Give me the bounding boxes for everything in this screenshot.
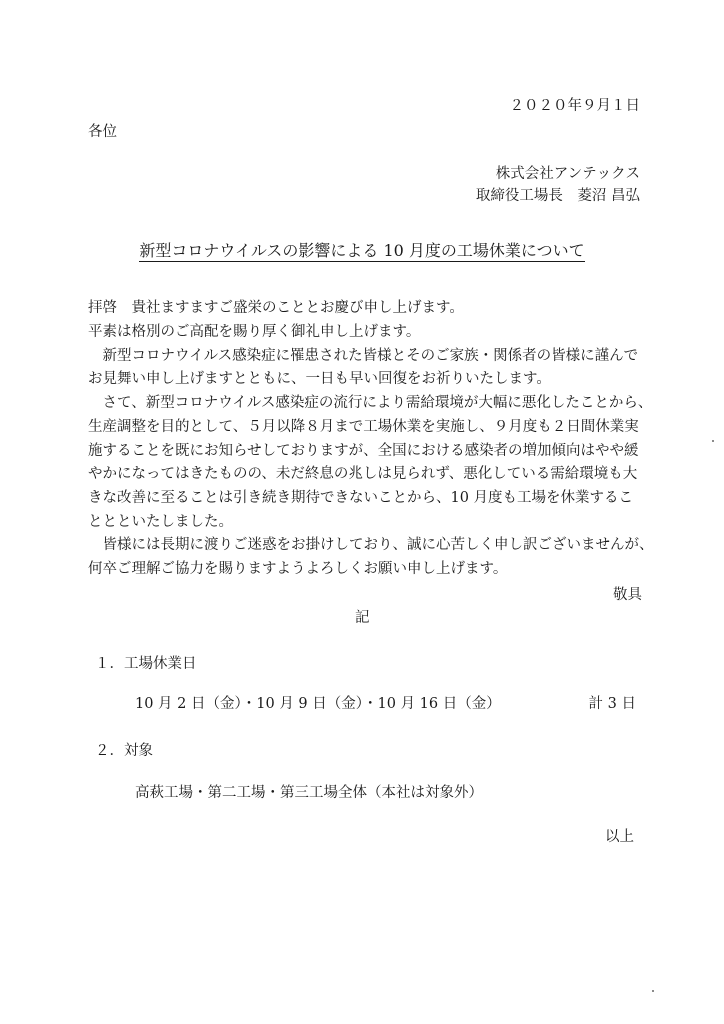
body-line: 新型コロナウイルス感染症に罹患された皆様とそのご家族・関係者の皆様に謹んで bbox=[88, 348, 639, 364]
item1-dates: 10 月 2 日（金）・10 月 9 日（金）・10 月 16 日（金） bbox=[135, 696, 501, 712]
body-line: きな改善に至ることは引き続き期待できないことから、10 月度も工場を休業するこ bbox=[88, 490, 634, 506]
body-line: やかになってはきたものの、未だ終息の兆しは見られず、悪化している需給環境も大 bbox=[88, 466, 638, 482]
item1-heading: １．工場休業日 bbox=[95, 656, 197, 672]
document-title bbox=[0, 240, 724, 262]
body-line: 拝啓 貴社ますますご盛栄のこととお慶び申し上げます。 bbox=[88, 300, 464, 316]
body-line: お見舞い申し上げますとともに、一日も早い回復をお祈りいたします。 bbox=[88, 371, 551, 387]
item1-total: 計 3 日 bbox=[588, 696, 636, 712]
body-line: 生産調整を目的として、５月以降８月まで工場休業を実施し、９月度も２日間休業実 bbox=[88, 419, 639, 435]
scan-speck bbox=[712, 440, 714, 442]
body-line: 何卒ご理解ご協力を賜りますようよろしくお願い申し上げます。 bbox=[88, 561, 508, 577]
body-line: ととといたしました。 bbox=[88, 514, 233, 530]
sender-name: 取締役工場長 菱沼 昌弘 bbox=[475, 188, 640, 204]
closing-keigu: 敬具 bbox=[613, 587, 642, 603]
document-title-text: 新型コロナウイルスの影響による 10 月度の工場休業について bbox=[139, 241, 585, 260]
body-line: 施することを既にお知らせしておりますが、全国における感染者の増加傾向はやや緩 bbox=[88, 443, 639, 459]
body-line: 平素は格別のご高配を賜り厚く御礼申し上げます。 bbox=[88, 324, 421, 340]
end-ijou: 以上 bbox=[605, 829, 634, 845]
item2-target: 高萩工場・第二工場・第三工場全体（本社は対象外） bbox=[135, 785, 483, 801]
company-name: 株式会社アンテックス bbox=[495, 166, 640, 182]
document-date: ２０２０年９月１日 bbox=[509, 98, 640, 114]
scan-speck bbox=[652, 990, 654, 992]
item2-heading: ２．対象 bbox=[95, 743, 153, 759]
body-line: 皆様には長期に渡りご迷惑をお掛けしており、誠に心苦しく申し訳ございませんが、 bbox=[88, 537, 654, 553]
addressee: 各位 bbox=[88, 124, 117, 140]
body-line: さて、新型コロナウイルス感染症の流行により需給環境が大幅に悪化したことから、 bbox=[88, 395, 653, 411]
ki-marker: 記 bbox=[355, 610, 370, 626]
